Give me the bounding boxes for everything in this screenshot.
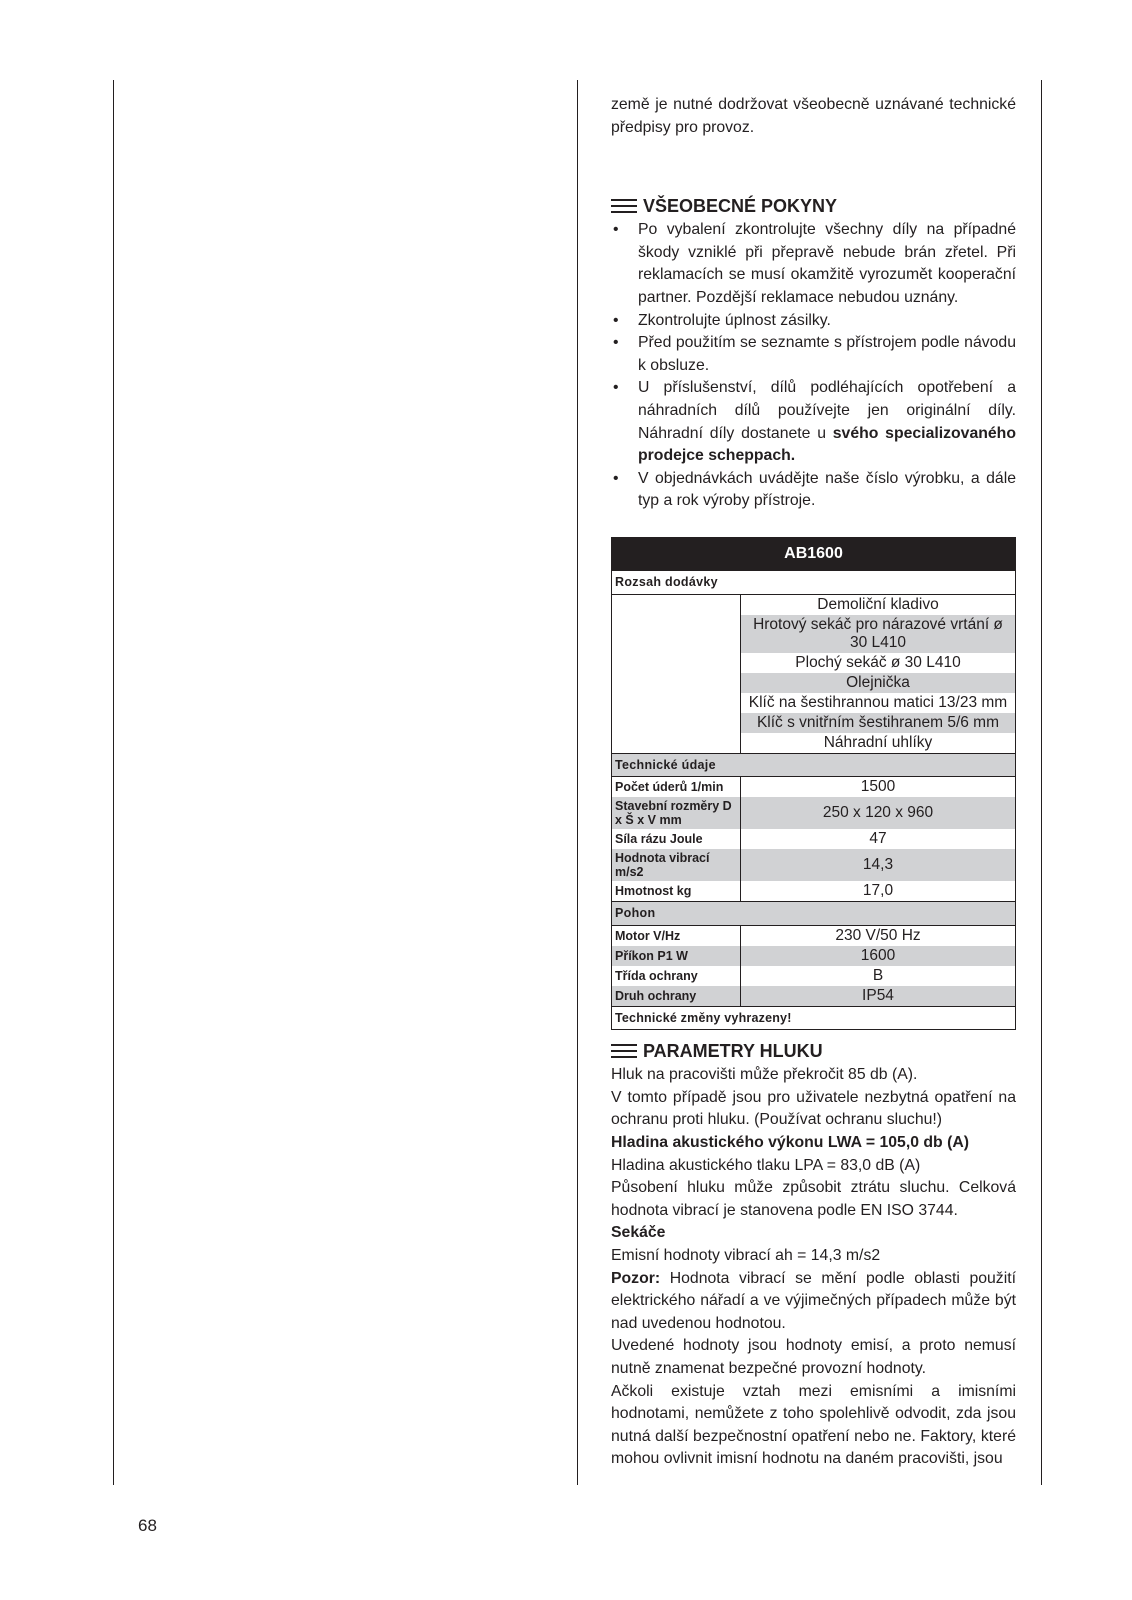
table-row [612, 881, 1016, 902]
scope-item: Klíč s vnitřním šestihranem 5/6 mm [741, 713, 1016, 733]
scope-item: Klíč na šestihrannou matici 13/23 mm [741, 693, 1016, 713]
paragraph: Ačkoli existuje vztah mezi emisními a imisními hodnotami, nemůžete z toho spolehlivě odvodit, zda jsou nutná další bezpečnostní opatření nebo ne. Faktory, které mohou ovlivnit imisní hodnotu na daném pracovišti, jsou [611, 1382, 1016, 1468]
paragraph: Působení hluku může způsobit ztrátu sluchu. Celková hodnota vibrací je stanovena podle EN ISO 3744. [611, 1179, 1016, 1219]
row-value: 230 V/50 Hz [741, 925, 1016, 946]
row-label: Hmotnost kg [612, 881, 741, 902]
row-label: Počet úderů 1/min [612, 777, 741, 798]
intro-text: země je nutné dodržovat všeobecně uznávané technické předpisy pro provoz. [611, 96, 1016, 136]
table-title: AB1600 [612, 537, 1016, 570]
table-row [612, 829, 1016, 849]
general-heading [611, 193, 1016, 219]
section-lines-icon [611, 198, 637, 215]
row-label: Síla rázu Joule [612, 829, 741, 849]
warning-text: Hodnota vibrací se mění podle oblasti použití elektrického nářadí a ve výjimečných případech může být nad uvedenou hodnotou. [611, 1269, 1016, 1332]
tech-label: Technické údaje [612, 753, 1016, 777]
row-value: 47 [741, 829, 1016, 849]
paragraph-bold: Hladina akustického výkonu LWA = 105,0 db (A) [611, 1134, 970, 1152]
table-row [612, 966, 1016, 986]
row-value: 1500 [741, 777, 1016, 798]
row-label: Druh ochrany [612, 986, 741, 1007]
paragraph: Uvedené hodnoty jsou hodnoty emisí, a proto nemusí nutně znamenat bezpečné provozní hodnoty. [611, 1337, 1016, 1377]
paragraph: Emisní hodnoty vibrací ah = 14,3 m/s2 [611, 1247, 881, 1265]
paragraph: Hladina akustického tlaku LPA = 83,0 dB (A) [611, 1156, 921, 1174]
row-label: Motor V/Hz [612, 925, 741, 946]
paragraph: Hluk na pracovišti může překročit 85 db (A). [611, 1066, 918, 1084]
row-value: B [741, 966, 1016, 986]
scope-label: Rozsah dodávky [612, 570, 1016, 594]
paragraph [611, 1268, 1016, 1336]
table-row [612, 946, 1016, 966]
scope-item: Demoliční kladivo [741, 594, 1016, 615]
paragraph-bold: Sekáče [611, 1224, 666, 1242]
right-column [611, 94, 1016, 1471]
scope-item: Plochý sekáč ø 30 L410 [741, 653, 1016, 673]
noise-section [611, 1064, 1016, 1471]
column-rule-middle [577, 80, 578, 1485]
list-item: • Zkontrolujte úplnost zásilky. [611, 310, 1016, 333]
column-rule-right [1041, 80, 1042, 1485]
table-row [612, 777, 1016, 798]
drive-label: Pohon [612, 902, 1016, 926]
row-label: Příkon P1 W [612, 946, 741, 966]
list-item [611, 377, 1016, 467]
spec-table [611, 537, 1016, 1030]
paragraph: V tomto případě jsou pro uživatele nezbytná opatření na ochranu proti hluku. (Používat ochranu sluchu!) [611, 1088, 1016, 1129]
scope-item: Hrotový sekáč pro nárazové vrtání ø 30 L410 [741, 615, 1016, 653]
row-value: 17,0 [741, 881, 1016, 902]
warning-label: Pozor: [611, 1269, 661, 1287]
page-number: 68 [138, 1516, 157, 1535]
row-value: IP54 [741, 986, 1016, 1007]
column-rule-left [113, 80, 114, 1485]
list-item: • Po vybalení zkontrolujte všechny díly na případné škody vzniklé při přepravě nebude brán zřetel. Při reklamacích se musí okamžitě vyrozumět kooperační partner. Pozdější reklamace nebudou uznány. [611, 219, 1016, 309]
row-label: Stavební rozměry D x Š x V mm [612, 797, 741, 829]
row-label: Třída ochrany [612, 966, 741, 986]
scope-empty-cell [612, 594, 741, 753]
table-row [612, 849, 1016, 881]
row-value: 1600 [741, 946, 1016, 966]
list-item-bold: svého specializovaného prodejce scheppach. [638, 424, 1016, 465]
list-item-text: U příslušenství, dílů podléhajících opotřebení a náhradních dílů používejte jen originální díly. Náhradní díly dostanete u [638, 379, 1016, 442]
table-row [612, 925, 1016, 946]
noise-heading-text: PARAMETRY HLUKU [643, 1040, 823, 1061]
noise-heading [611, 1038, 1016, 1064]
section-lines-icon [611, 1043, 637, 1060]
list-item: • Před použitím se seznamte s přístrojem podle návodu k obsluze. [611, 332, 1016, 377]
scope-item: Olejnička [741, 673, 1016, 693]
table-row [612, 797, 1016, 829]
table-row [612, 986, 1016, 1007]
row-value: 14,3 [741, 849, 1016, 881]
row-label: Hodnota vibrací m/s2 [612, 849, 741, 881]
general-list [611, 219, 1016, 513]
row-value: 250 x 120 x 960 [741, 797, 1016, 829]
general-heading-text: VŠEOBECNÉ POKYNY [643, 195, 838, 216]
table-footer: Technické změny vyhrazeny! [612, 1006, 1016, 1030]
list-item: • V objednávkách uvádějte naše číslo výrobku, a dále typ a rok výroby přístroje. [611, 468, 1016, 513]
scope-item: Náhradní uhlíky [741, 733, 1016, 754]
